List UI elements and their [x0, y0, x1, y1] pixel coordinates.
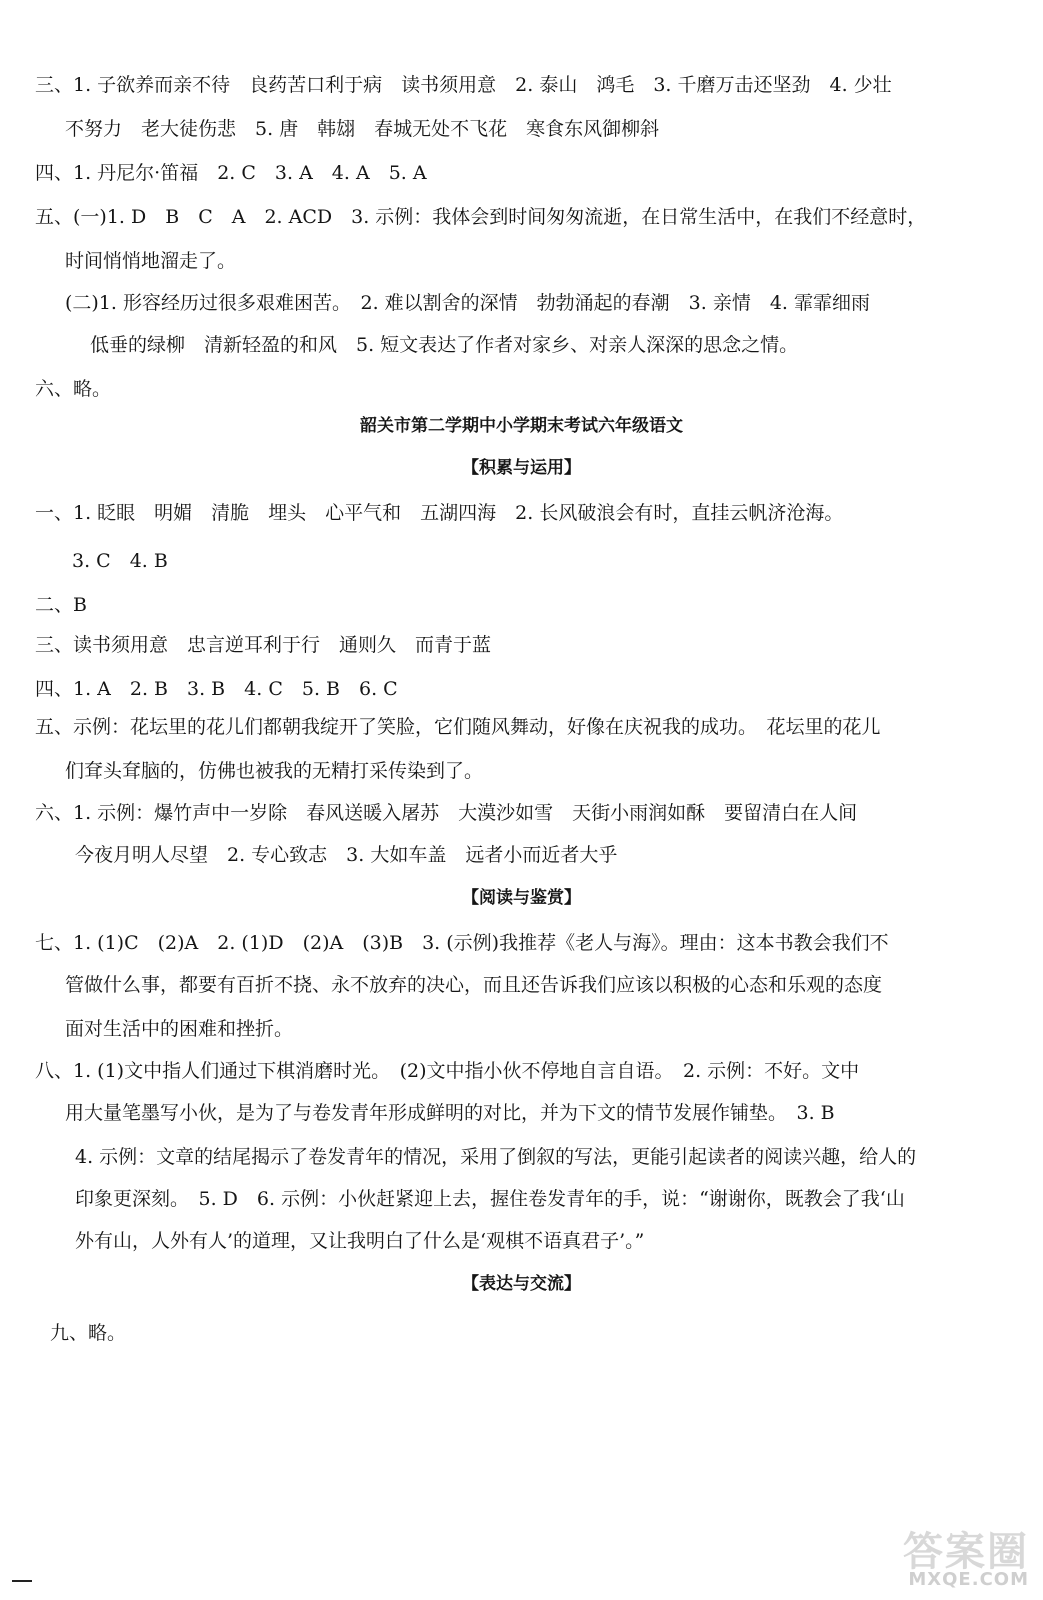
section-title: 【阅读与鉴赏】: [462, 888, 581, 908]
answer-line: (二)1. 形容经历过很多艰难困苦。 2. 难以割舍的深情 勃勃涌起的春潮 3. 亲情 4. 霏霏细雨: [65, 292, 870, 314]
answer-line: 四、1. A 2. B 3. B 4. C 5. B 6. C: [35, 678, 398, 700]
answer-line: 二、B: [35, 594, 87, 616]
section-title: 【积累与运用】: [462, 458, 581, 478]
page-edge-rule: [12, 1580, 32, 1582]
watermark-brand: 答案圈: [903, 1529, 1029, 1575]
answer-line: 面对生活中的困难和挫折。: [65, 1018, 294, 1040]
answer-line: 今夜月明人尽望 2. 专心致志 3. 大如车盖 远者小而近者大乎: [75, 844, 618, 866]
answer-line: 时间悄悄地溜走了。: [65, 250, 237, 272]
answer-line: 六、略。: [35, 378, 112, 400]
answer-line: 不努力 老大徒伤悲 5. 唐 韩翃 春城无处不飞花 寒食东风御柳斜: [65, 118, 660, 140]
exam-title: 韶关市第二学期中小学期末考试六年级语文: [360, 416, 683, 436]
answer-line: 管做什么事，都要有百折不挠、永不放弃的决心，而且还告诉我们应该以积极的心态和乐观的态度: [65, 974, 883, 996]
answer-line: 4. 示例：文章的结尾揭示了卷发青年的情况，采用了倒叙的写法，更能引起读者的阅读兴趣，给人的: [75, 1146, 917, 1168]
answer-line: 印象更深刻。 5. D 6. 示例：小伙赶紧迎上去，握住卷发青年的手，说：“谢谢你，既教会了我‘山: [75, 1188, 905, 1210]
section-title: 【表达与交流】: [462, 1274, 581, 1294]
answer-line: 六、1. 示例：爆竹声中一岁除 春风送暖入屠苏 大漠沙如雪 天街小雨润如酥 要留清白在人间: [35, 802, 858, 824]
answer-line: 九、略。: [50, 1322, 127, 1344]
answer-line: 八、1. (1)文中指人们通过下棋消磨时光。 (2)文中指小伙不停地自言自语。 2. 示例：不好。文中: [35, 1060, 860, 1082]
answer-line: 四、1. 丹尼尔·笛福 2. C 3. A 4. A 5. A: [35, 162, 427, 184]
answer-line: 一、1. 眨眼 明媚 清脆 埋头 心平气和 五湖四海 2. 长风破浪会有时，直挂云帆济沧海。: [35, 502, 844, 524]
answer-line: 五、示例：花坛里的花儿们都朝我绽开了笑脸，它们随风舞动，好像在庆祝我的成功。 花坛里的花儿: [35, 716, 881, 738]
answer-line: 三、1. 子欲养而亲不待 良药苦口利于病 读书须用意 2. 泰山 鸿毛 3. 千磨万击还坚劲 4. 少壮: [35, 74, 892, 96]
answer-line: 五、(一)1. D B C A 2. ACD 3. 示例：我体会到时间匆匆流逝，在日常生活中，在我们不经意时，: [35, 206, 927, 228]
watermark-logo: [849, 1520, 1029, 1590]
answer-line: 3. C 4. B: [72, 550, 168, 572]
answer-line: 低垂的绿柳 清新轻盈的和风 5. 短文表达了作者对家乡、对亲人深深的思念之情。: [90, 334, 799, 356]
answer-line: 们耷头耷脑的，仿佛也被我的无精打采传染到了。: [65, 760, 484, 782]
answer-line: 用大量笔墨写小伙，是为了与卷发青年形成鲜明的对比，并为下文的情节发展作铺垫。 3. B: [65, 1102, 835, 1124]
watermark-url: MXQE.COM: [908, 1569, 1029, 1590]
answer-line: 外有山，人外有人’的道理，又让我明白了什么是‘观棋不语真君子’。”: [75, 1230, 645, 1252]
answer-line: 三、读书须用意 忠言逆耳利于行 通则久 而青于蓝: [35, 634, 492, 656]
answer-line: 七、1. (1)C (2)A 2. (1)D (2)A (3)B 3. (示例)我推荐《老人与海》。理由：这本书教会我们不: [35, 932, 889, 954]
